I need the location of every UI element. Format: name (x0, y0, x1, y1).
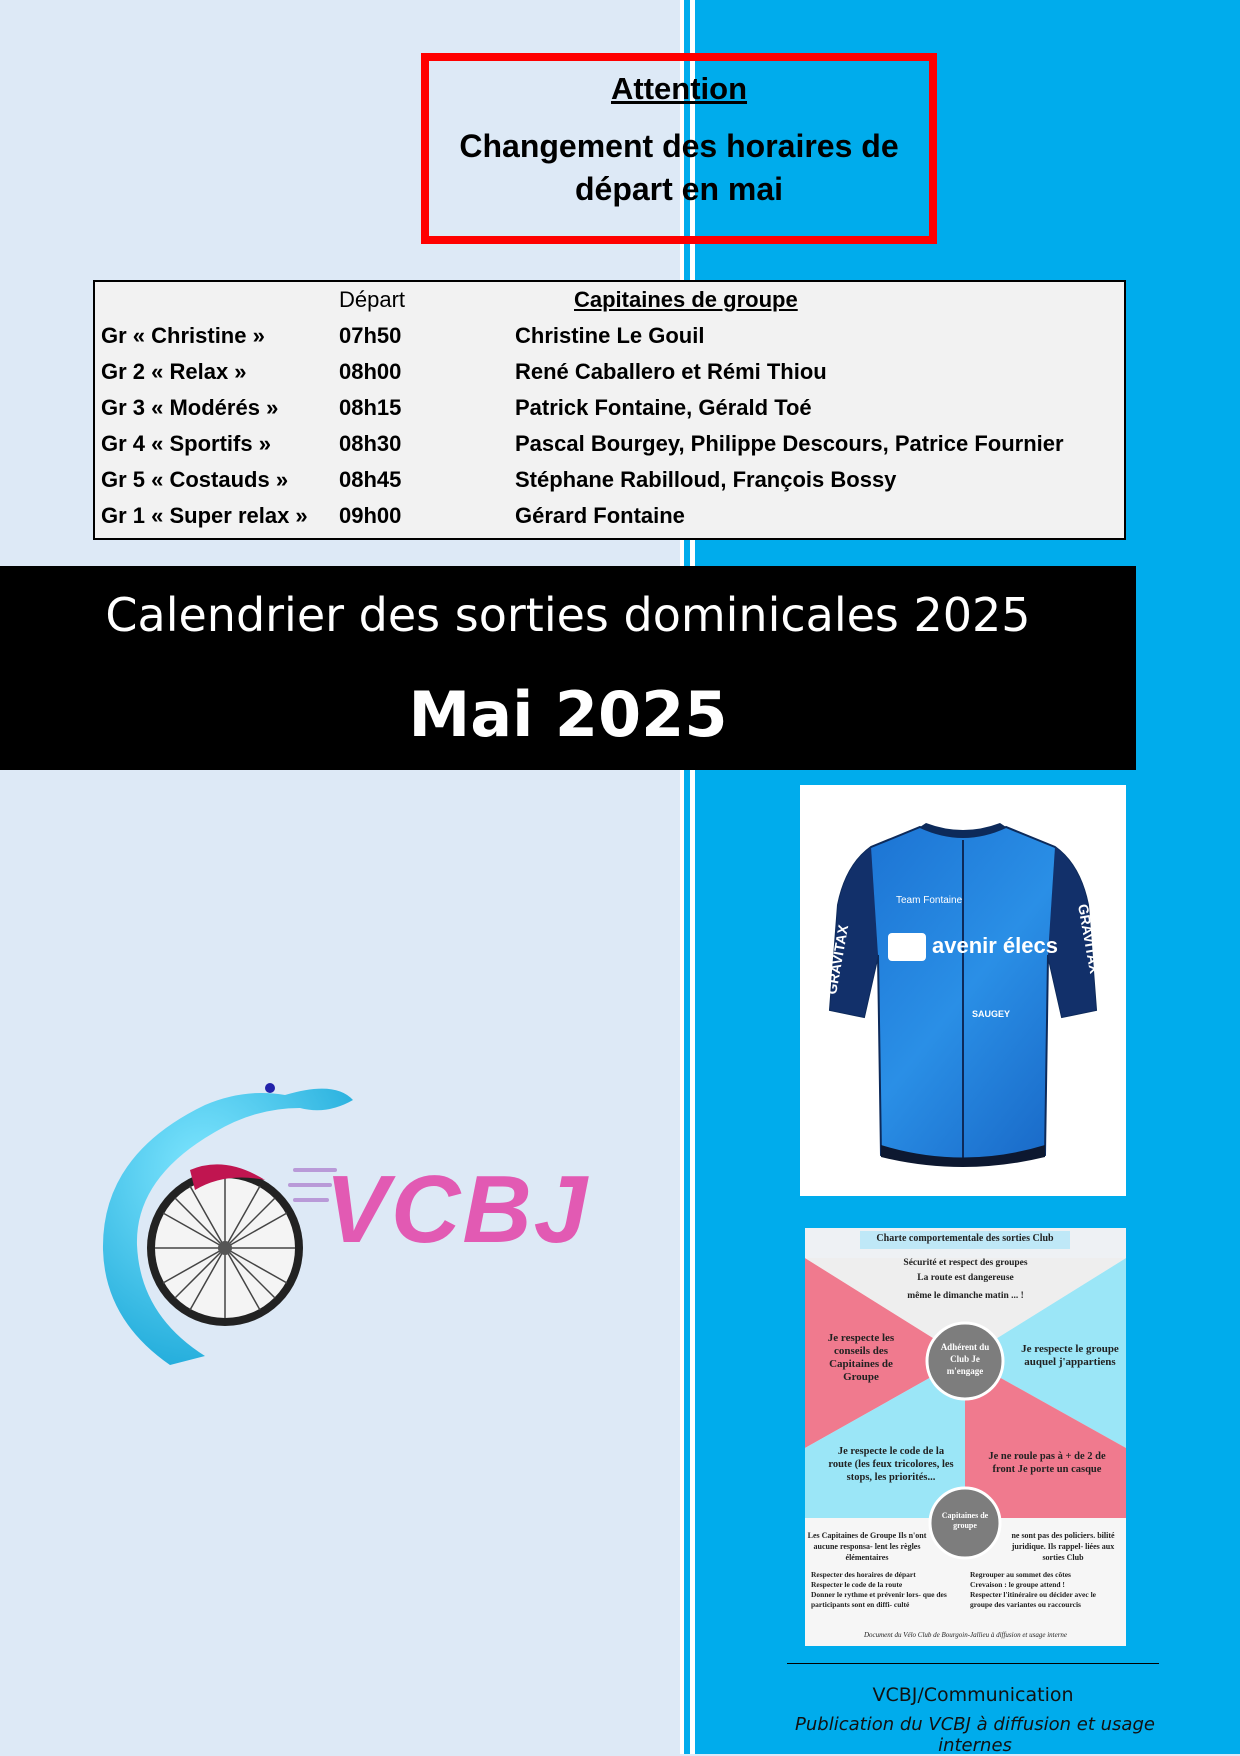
header-depart: Départ (339, 287, 406, 312)
rule-item: Respecter le code de la route (811, 1580, 903, 1589)
departure-time: 07h50 (339, 323, 402, 348)
club-jersey-image (800, 785, 1126, 1196)
rule-item: Donner le rythme et prévenir lors- que des participants sont en diffi- culté (811, 1590, 947, 1609)
charter-cap-left: Les Capitaines de Groupe Ils n'ont aucune responsa- lent les règles élémentaires (807, 1531, 927, 1562)
vcbj-logo-text: VCBJ (325, 1156, 590, 1263)
departure-time: 08h00 (339, 359, 402, 384)
departure-time: 08h15 (339, 395, 402, 420)
table-row (95, 498, 1124, 534)
group-name: Gr 1 « Super relax » (101, 503, 308, 528)
charter-left: Je respecte les conseils des Capitaines de Groupe (827, 1332, 895, 1383)
calendar-banner (0, 566, 1136, 770)
charter-intro1: Sécurité et respect des groupes (903, 1258, 1028, 1268)
jersey-sponsor-side-left: GRAVITAX (823, 923, 852, 996)
charter-right: Je respecte le groupe auquel j'appartiens (1021, 1343, 1119, 1368)
footer-line2: Publication du VCBJ à diffusion et usage internes (795, 1714, 1155, 1756)
divider-stripe (680, 0, 684, 1754)
club-charter-infographic (805, 1228, 1126, 1646)
departure-time: 08h45 (339, 467, 402, 492)
charter-footnote: Document du Vélo Club de Bourgoin-Jallieu à diffusion et usage interne (863, 1631, 1068, 1639)
charter-title: Charte comportementale des sorties Club (876, 1233, 1054, 1244)
table-row (95, 462, 1124, 498)
group-captains: René Caballero et Rémi Thiou (515, 359, 827, 384)
table-header-row (95, 282, 1124, 318)
header-captains: Capitaines de groupe (574, 287, 798, 312)
departure-schedule-table (93, 280, 1126, 540)
banner-title: Mai 2025 (408, 678, 728, 751)
charter-intro2: La route est dangereuse (917, 1273, 1014, 1283)
group-name: Gr 4 « Sportifs » (101, 431, 271, 456)
footer-divider (787, 1663, 1159, 1664)
footer-line1: VCBJ/Communication (872, 1684, 1074, 1706)
jersey-sponsor-bottom: SAUGEY (972, 1009, 1011, 1019)
group-captains: Christine Le Gouil (515, 323, 705, 348)
rule-item: Respecter des horaires de départ (811, 1570, 916, 1579)
notice-message: Changement des horaires de départ en mai (459, 128, 899, 207)
table-row (95, 426, 1124, 462)
table-row (95, 354, 1124, 390)
jersey-sponsor-main: avenir élecs (932, 933, 1058, 958)
group-name: Gr 5 « Costauds » (101, 467, 289, 492)
group-captains: Gérard Fontaine (515, 503, 685, 528)
departure-time: 08h30 (339, 431, 402, 456)
notice-title: Attention (610, 71, 748, 106)
rule-item: Regrouper au sommet des côtes (970, 1570, 1071, 1579)
group-name: Gr « Christine » (101, 323, 265, 348)
jersey-icon (800, 785, 1126, 1196)
rule-item: Crevaison : le groupe attend ! (970, 1580, 1065, 1589)
group-captains: Patrick Fontaine, Gérald Toé (515, 395, 812, 420)
table-row (95, 318, 1124, 354)
attention-notice (421, 53, 937, 244)
group-captains: Stéphane Rabilloud, François Bossy (515, 467, 897, 492)
departure-time: 09h00 (339, 503, 402, 528)
charter-captains-circle: Capitaines de groupe (941, 1511, 989, 1530)
jersey-sponsor-team: Team Fontaine (896, 895, 963, 906)
charter-intro3: même le dimanche matin ... ! (907, 1291, 1024, 1301)
jersey-sponsor-side-right: GRAVITAX (1075, 902, 1104, 975)
charter-rules-left (811, 1570, 961, 1610)
rule-item: Respecter l'itinéraire ou décider avec le groupe des variantes ou raccourcis (970, 1590, 1097, 1609)
group-name: Gr 3 « Modérés » (101, 395, 279, 420)
charter-bottom-right: Je ne roule pas à + de 2 de front Je porte un casque (988, 1451, 1106, 1475)
divider-stripe (690, 0, 695, 1754)
banner-subtitle: Calendrier des sorties dominicales 2025 (105, 588, 1031, 642)
group-name: Gr 2 « Relax » (101, 359, 247, 384)
charter-cap-right: ne sont pas des policiers. bilité juridique. Ils rappel- liées aux sorties Club (1011, 1531, 1115, 1562)
charter-rules-right (970, 1570, 1120, 1610)
charter-center: Adhérent du Club Je m'engage (940, 1342, 990, 1376)
group-captains: Pascal Bourgey, Philippe Descours, Patrice Fournier (515, 431, 1064, 456)
table-row (95, 390, 1124, 426)
charter-bottom-left: Je respecte le code de la route (les feux tricolores, les stops, les priorités... (828, 1446, 954, 1483)
